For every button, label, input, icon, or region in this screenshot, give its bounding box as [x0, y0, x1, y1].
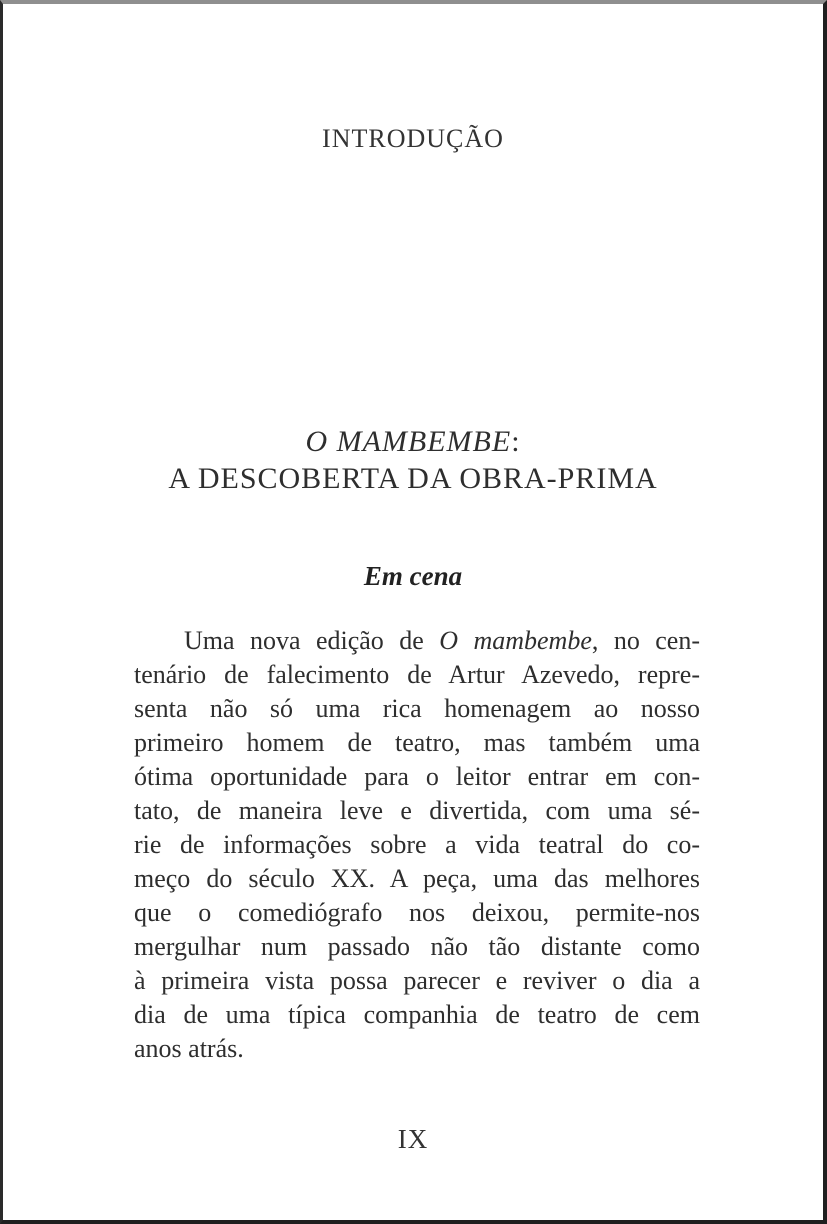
text-segment: senta não só uma rica homenagem ao nosso — [134, 694, 700, 723]
text-segment: Uma nova edição de — [184, 626, 440, 655]
text-segment: que o comediógrafo nos deixou, permite-nos — [134, 898, 700, 927]
paragraph-line — [134, 828, 700, 862]
paragraph-line — [134, 998, 700, 1032]
paragraph-line — [134, 896, 700, 930]
text-segment: , no cen- — [591, 626, 700, 655]
paragraph-line — [134, 726, 700, 760]
text-segment: à primeira vista possa parecer e reviver o dia a — [134, 966, 700, 995]
text-segment: mergulhar num passado não tão distante como — [134, 932, 700, 961]
section-title-line1 — [3, 423, 823, 460]
paragraph-line — [134, 760, 700, 794]
text-segment: rie de informações sobre a vida teatral do co- — [134, 830, 700, 859]
text-segment: tenário de falecimento de Artur Azevedo, repre- — [134, 660, 700, 689]
paragraph-line — [134, 692, 700, 726]
chapter-header: INTRODUÇÃO — [322, 124, 504, 153]
text-segment: dia de uma típica companhia de teatro de cem — [134, 1000, 700, 1029]
paragraph-line — [134, 1032, 700, 1066]
paragraph-line — [134, 658, 700, 692]
text-segment: anos atrás. — [134, 1034, 244, 1063]
section-title-colon: : — [511, 425, 521, 458]
page-number: IX — [397, 1124, 429, 1154]
paragraph-line — [134, 964, 700, 998]
text-segment: ótima oportunidade para o leitor entrar em con- — [134, 762, 700, 791]
paragraph-line — [134, 862, 700, 896]
paragraph-line — [134, 930, 700, 964]
italic-text-segment: O mambembe — [439, 626, 592, 655]
section-title — [3, 423, 823, 497]
text-segment: meço do século XX. A peça, uma das melhores — [134, 864, 700, 893]
section-title-line2: A DESCOBERTA DA OBRA-PRIMA — [168, 462, 658, 495]
subsection-heading: Em cena — [363, 561, 463, 591]
paragraph-line — [134, 624, 700, 658]
paragraph-line — [134, 794, 700, 828]
text-segment: tato, de maneira leve e divertida, com uma sé- — [134, 796, 700, 825]
body-paragraph — [134, 624, 700, 1066]
section-title-work-name: O MAMBEMBE — [305, 425, 512, 458]
text-segment: primeiro homem de teatro, mas também uma — [134, 728, 700, 757]
